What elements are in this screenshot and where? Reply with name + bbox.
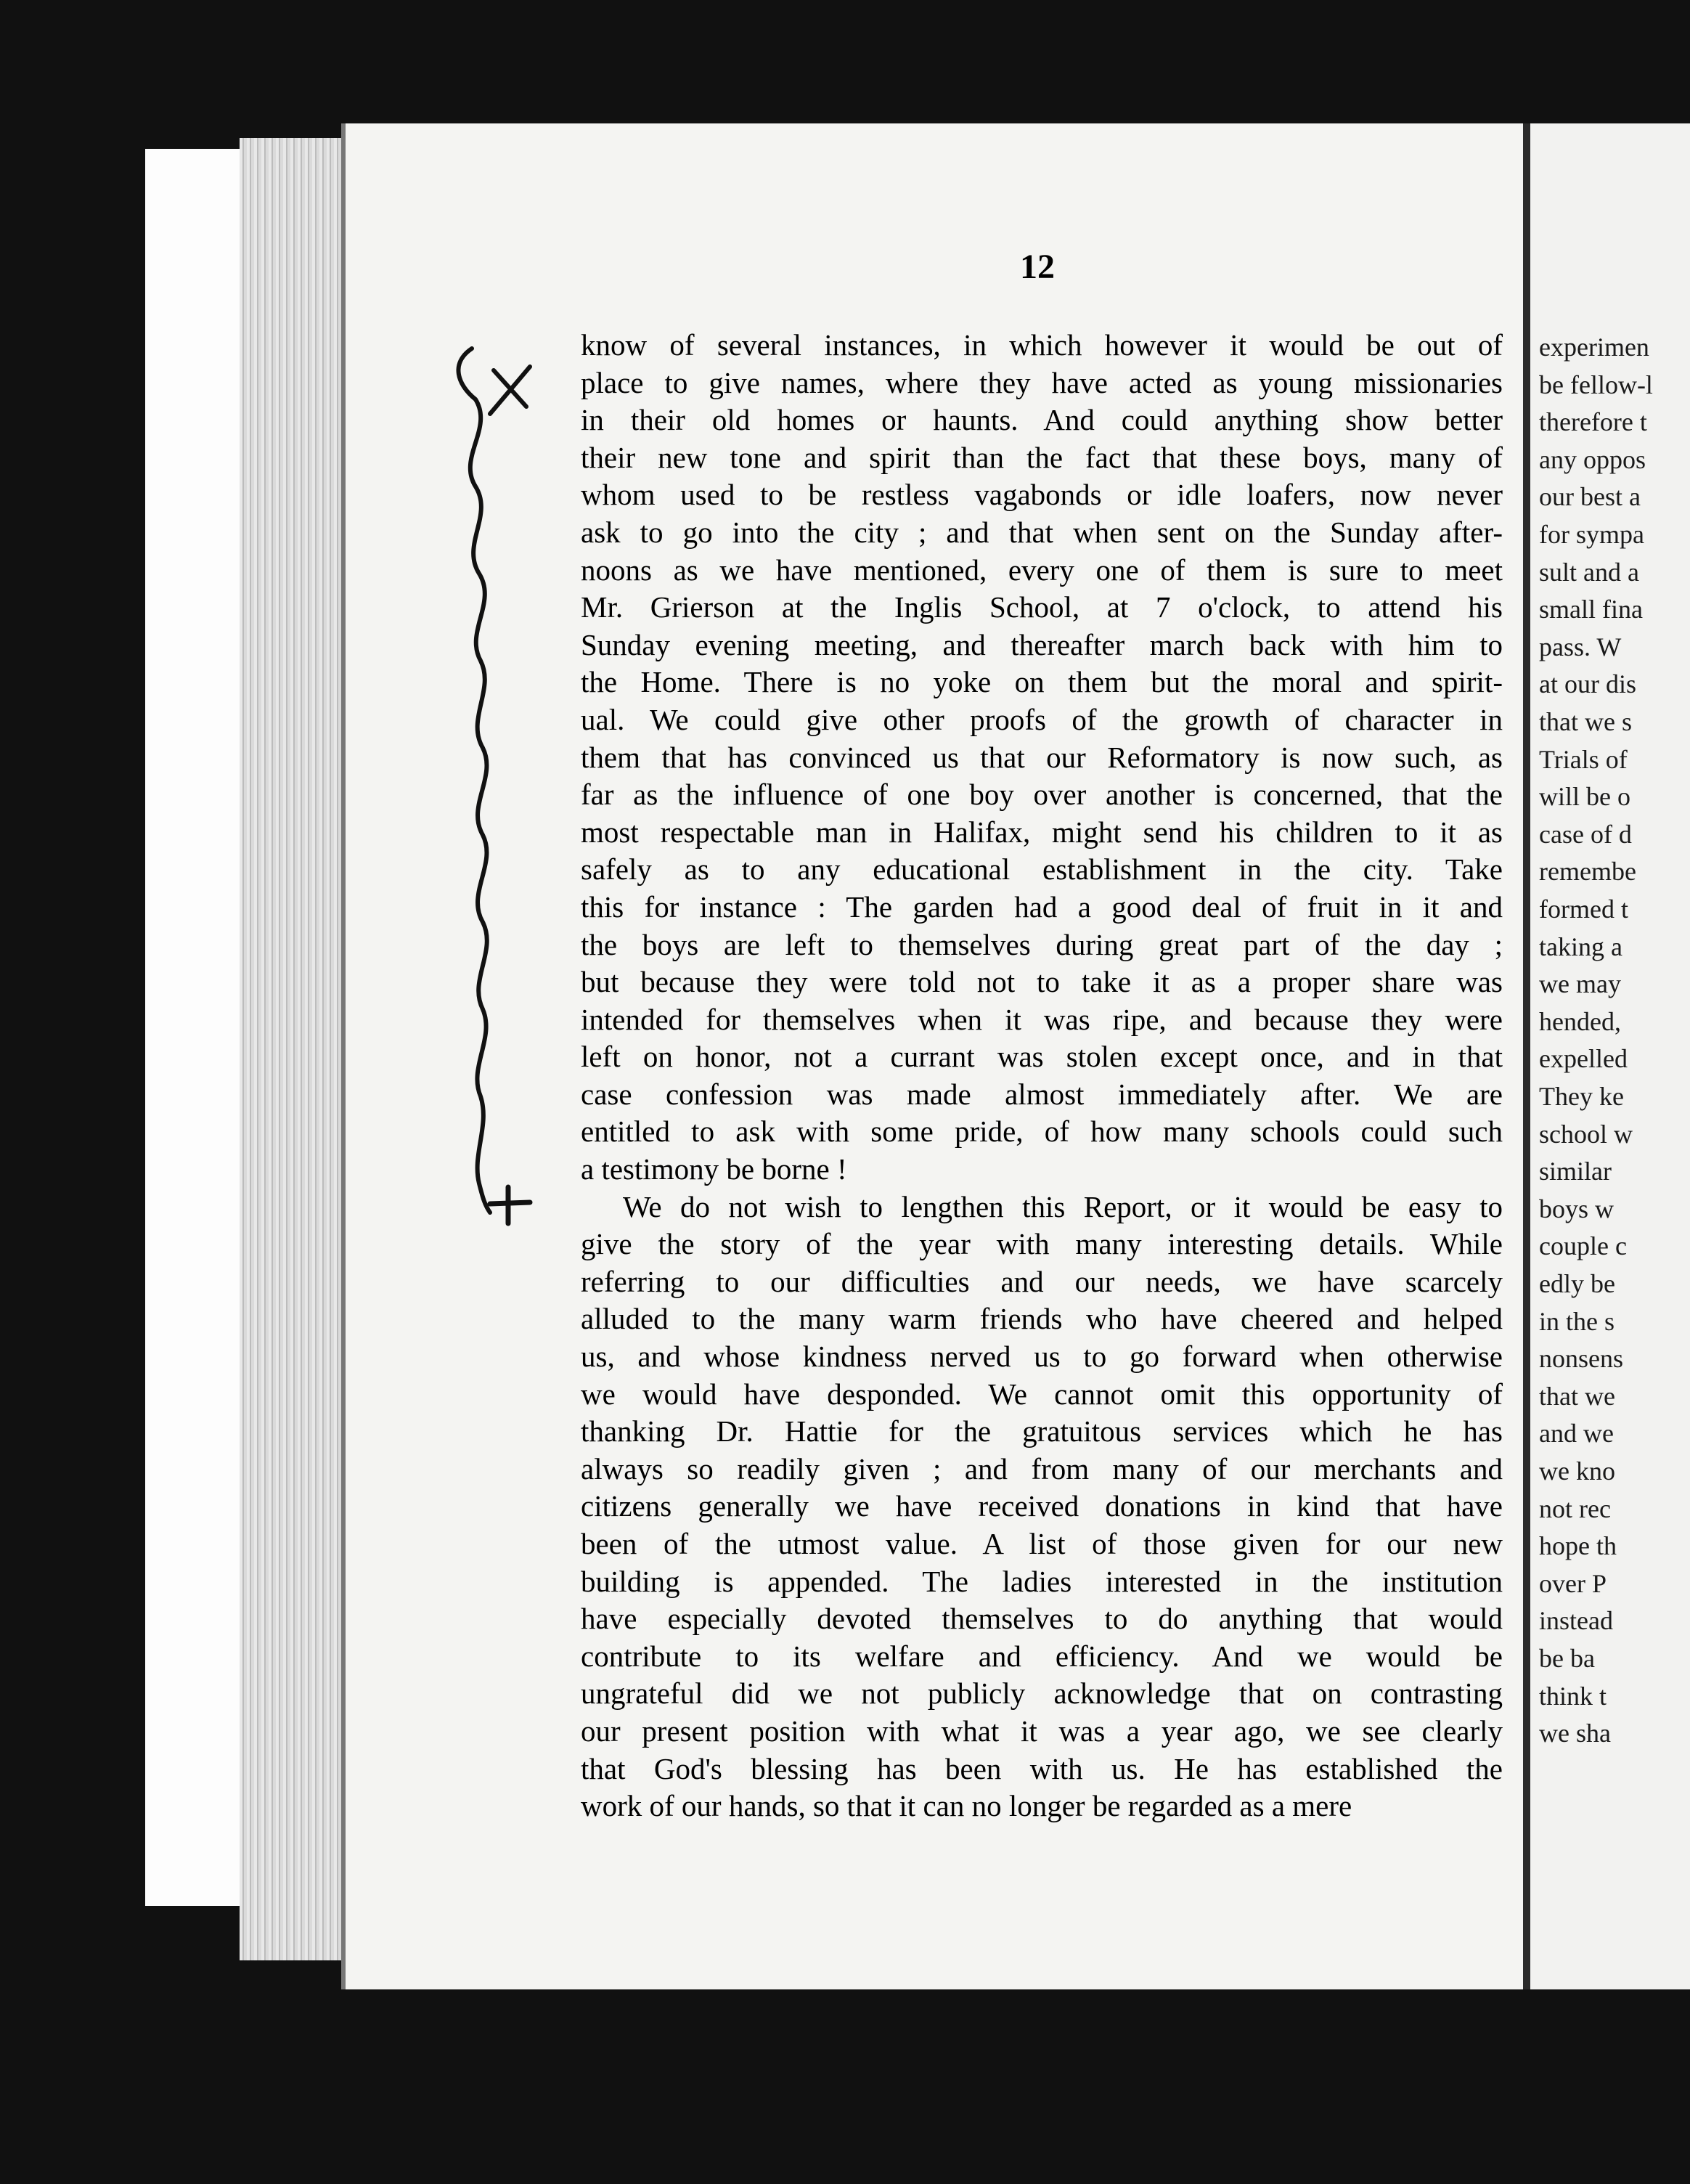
facing-page-line: be ba — [1539, 1644, 1595, 1673]
handwritten-wavy-bracket-icon — [458, 349, 490, 1213]
facing-page-line: and we — [1539, 1419, 1614, 1448]
paragraph-1 — [581, 327, 1503, 1189]
facing-page-line: instead — [1539, 1606, 1613, 1636]
facing-page-line: at our dis — [1539, 669, 1636, 699]
text-line: noons as we have mentioned, every one of them is sure to meet — [581, 553, 1503, 587]
text-line: a testimony be borne ! — [581, 1152, 847, 1186]
text-line: left on honor, not a currant was stolen except once, and in that — [581, 1040, 1503, 1074]
facing-page-line: therefore t — [1539, 407, 1647, 437]
text-line: this for instance : The garden had a good deal of fruit in it and — [581, 889, 1503, 924]
facing-page-line: remembe — [1539, 857, 1636, 887]
facing-page-line: edly be — [1539, 1269, 1615, 1298]
facing-page-line: taking a — [1539, 932, 1622, 961]
page-stack-edges — [240, 138, 345, 1960]
text-line: intended for themselves when it was ripe, and because they were — [581, 1002, 1503, 1036]
text-line: the Home. There is no yoke on them but the moral and spirit- — [581, 665, 1503, 699]
facing-page-line: hended, — [1539, 1006, 1621, 1036]
margin-annotations — [450, 334, 566, 1249]
text-line: give the story of the year with many interesting details. While — [581, 1227, 1503, 1261]
main-text-block — [581, 327, 1503, 1825]
facing-page-line: we sha — [1539, 1719, 1611, 1748]
facing-page-line: expelled — [1539, 1044, 1628, 1074]
text-line: but because they were told not to take it as a proper share was — [581, 965, 1503, 999]
text-line: safely as to any educational establishment in the city. Take — [581, 852, 1503, 887]
facing-page-line: our best a — [1539, 482, 1641, 512]
text-line: been of the utmost value. A list of those given for our new — [581, 1527, 1503, 1560]
text-line: their new tone and spirit than the fact that these boys, many of — [581, 440, 1503, 474]
text-line: We do not wish to lengthen this Report, or it would be easy to — [623, 1189, 1503, 1223]
facing-page-line: think t — [1539, 1681, 1607, 1711]
text-line: whom used to be restless vagabonds or idle loafers, now never — [581, 478, 1503, 512]
facing-page-line: that we — [1539, 1381, 1615, 1411]
text-line: us, and whose kindness nerved us to go forward when otherwise — [581, 1340, 1503, 1374]
facing-page-line: Trials of — [1539, 744, 1628, 774]
text-line: ungrateful did we not publicly acknowledge that on contrasting — [581, 1676, 1503, 1711]
page-number: 12 — [1020, 248, 1055, 286]
handwritten-x-mark-icon — [490, 367, 530, 414]
text-line: we would have desponded. We cannot omit this opportunity of — [581, 1377, 1503, 1411]
text-line: the boys are left to themselves during great part of the day ; — [581, 927, 1503, 961]
facing-page-line: we kno — [1539, 1456, 1615, 1486]
facing-page-line: we may — [1539, 969, 1621, 999]
facing-page-line: case of d — [1539, 819, 1632, 849]
text-line: thanking Dr. Hattie for the gratuitous services which he has — [581, 1414, 1503, 1448]
text-line: alluded to the many warm friends who have cheered and helped — [581, 1302, 1503, 1336]
facing-page-line: be fellow-l — [1539, 370, 1653, 399]
text-line: entitled to ask with some pride, of how many schools could such — [581, 1115, 1503, 1149]
facing-page-line: small fina — [1539, 595, 1643, 624]
facing-page-line: nonsens — [1539, 1344, 1623, 1374]
handwritten-plus-mark-icon — [490, 1187, 530, 1223]
text-line: work of our hands, so that it can no longer be regarded as a mere — [581, 1789, 1352, 1823]
facing-page-line: for sympa — [1539, 520, 1644, 549]
text-line: know of several instances, in which however it would be out of — [581, 328, 1503, 362]
text-line: in their old homes or haunts. And could anything show better — [581, 403, 1503, 437]
facing-page-line: pass. W — [1539, 632, 1622, 661]
text-line: case confession was made almost immediately after. We are — [581, 1077, 1503, 1111]
text-line: our present position with what it was a year ago, we see clearly — [581, 1714, 1503, 1748]
facing-page-line: any oppos — [1539, 444, 1646, 474]
text-line: them that has convinced us that our Reformatory is now such, as — [581, 740, 1503, 774]
facing-page-line: that we s — [1539, 707, 1632, 736]
facing-page-line: over P — [1539, 1568, 1607, 1598]
text-line: referring to our difficulties and our needs, we have scarcely — [581, 1264, 1503, 1298]
facing-page-line: formed t — [1539, 895, 1628, 924]
text-line: ask to go into the city ; and that when sent on the Sunday after- — [581, 515, 1503, 549]
facing-page-line: similar — [1539, 1157, 1612, 1186]
facing-page-line: school w — [1539, 1119, 1633, 1149]
facing-page-line: will be o — [1539, 782, 1630, 812]
text-line: citizens generally we have received donations in kind that have — [581, 1489, 1503, 1523]
facing-page-line: hope th — [1539, 1531, 1617, 1561]
text-line: Mr. Grierson at the Inglis School, at 7 o'clock, to attend his — [581, 590, 1503, 624]
text-line: contribute to its welfare and efficiency. And we would be — [581, 1639, 1503, 1673]
text-line: place to give names, where they have acted as young missionaries — [581, 365, 1503, 399]
facing-page-line: in the s — [1539, 1306, 1615, 1336]
text-line: far as the influence of one boy over another is concerned, that the — [581, 778, 1503, 812]
facing-page-line: not rec — [1539, 1494, 1611, 1523]
text-line: building is appended. The ladies interested in the institution — [581, 1564, 1503, 1598]
text-line: ual. We could give other proofs of the growth of character in — [581, 702, 1503, 736]
paragraph-2 — [581, 1189, 1503, 1825]
text-line: have especially devoted themselves to do anything that would — [581, 1602, 1503, 1636]
facing-page-line: couple c — [1539, 1231, 1627, 1261]
facing-page-line: sult and a — [1539, 557, 1639, 587]
facing-page — [1530, 123, 1690, 1989]
text-line: that God's blessing has been with us. He has established the — [581, 1751, 1503, 1785]
text-line: always so readily given ; and from many of our merchants and — [581, 1451, 1503, 1486]
facing-page-line: experimen — [1539, 333, 1649, 362]
book-gutter — [1523, 123, 1530, 1989]
facing-page-line: They ke — [1539, 1082, 1624, 1111]
facing-page-line: boys w — [1539, 1194, 1615, 1223]
text-line: Sunday evening meeting, and thereafter march back with him to — [581, 627, 1503, 661]
text-line: most respectable man in Halifax, might send his children to it as — [581, 815, 1503, 849]
